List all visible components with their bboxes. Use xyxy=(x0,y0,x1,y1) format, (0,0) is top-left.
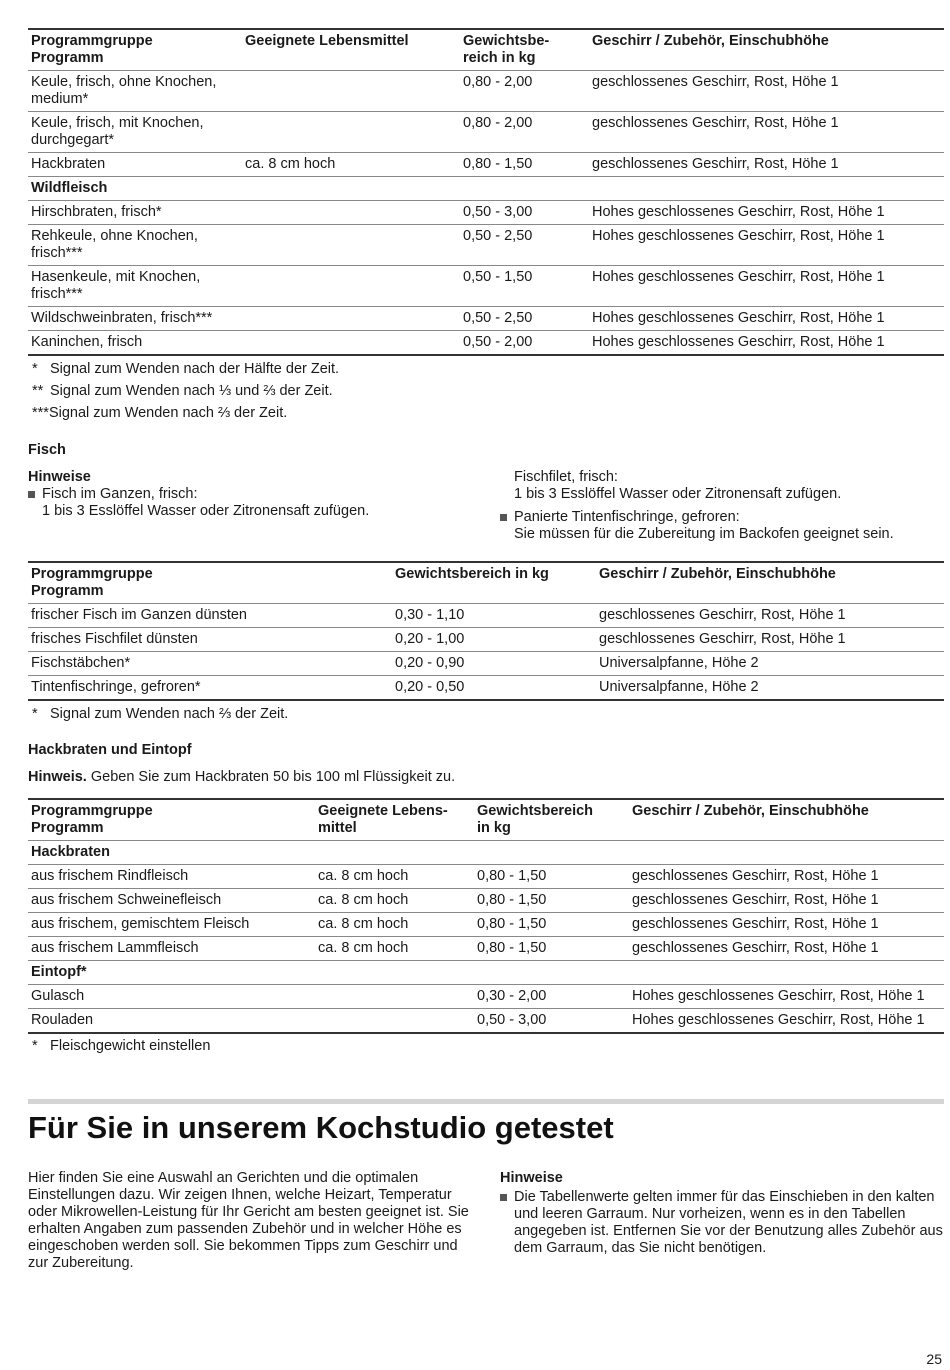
dish-cell: Hohes geschlossenes Geschirr, Rost, Höhe 1 xyxy=(592,269,885,285)
program-cell: Rouladen xyxy=(31,1012,94,1028)
table-row xyxy=(28,604,944,628)
food-cell xyxy=(242,112,460,153)
footnote-text: Signal zum Wenden nach der Hälfte der Zeit. xyxy=(50,361,340,377)
hackbraten-hint xyxy=(28,769,472,786)
program-cell: Tintenfischringe, gefroren* xyxy=(31,679,201,695)
footnote-text: Signal zum Wenden nach ⅔ der Zeit. xyxy=(50,706,289,722)
program-cell: Hackbraten xyxy=(31,156,106,172)
weight-cell: 0,80 - 1,50 xyxy=(463,156,533,172)
dish-cell: Hohes geschlossenes Geschirr, Rost, Höhe 1 xyxy=(592,334,885,350)
hints-title: Hinweise xyxy=(500,1170,563,1186)
table-row xyxy=(28,985,944,1009)
table-row xyxy=(28,913,944,937)
program-cell: aus frischem Rindfleisch xyxy=(31,868,189,884)
program-cell: frischer Fisch im Ganzen dünsten xyxy=(31,607,247,623)
dish-cell: Hohes geschlossenes Geschirr, Rost, Höhe 1 xyxy=(632,988,925,1004)
footnote-text: Signal zum Wenden nach ⅔ der Zeit. xyxy=(48,405,288,421)
weight-cell: 0,50 - 2,50 xyxy=(463,310,533,326)
weight-cell: 0,80 - 1,50 xyxy=(477,868,547,884)
program-cell: Keule, frisch, mit Knochen, durchgegart* xyxy=(31,115,204,148)
table-row xyxy=(28,937,944,961)
table-group-row xyxy=(28,177,944,201)
column-header: Geeignete Lebensmittel xyxy=(245,33,409,49)
fisch-hints xyxy=(28,469,944,553)
footnote-mark: * xyxy=(32,706,38,722)
weight-cell: 0,80 - 2,00 xyxy=(463,74,533,90)
table-row xyxy=(28,331,944,356)
table-row xyxy=(28,865,944,889)
table-row xyxy=(28,153,944,177)
food-cell: ca. 8 cm hoch xyxy=(318,868,409,884)
bullet-square-icon xyxy=(500,1194,507,1201)
table-row xyxy=(28,201,944,225)
intro-text: Hier finden Sie eine Auswahl an Gerichten und die optimalen Einstellungen dazu. Wir zeigen Ihnen, welche Heizart, Temperatur oder Mikrowellen-Leistung für Ihr Gericht am besten geeignet ist. Sie erhalten Angaben zum passenden Zubehör und in welcher Höhe es eingeschoben werden soll. Sie bekommen Tipps zum Geschirr und zur Zubereitung. xyxy=(28,1170,469,1271)
program-cell: frisches Fischfilet dünsten xyxy=(31,631,198,647)
footnote-text: Fleischgewicht einstellen xyxy=(50,1038,211,1054)
table-row xyxy=(28,652,944,676)
footnote-mark: *** xyxy=(32,405,49,421)
weight-cell: 0,80 - 1,50 xyxy=(477,892,547,908)
hint-text: 1 bis 3 Esslöffel Wasser oder Zitronensaft zufügen. xyxy=(514,486,842,502)
hints-title: Hinweise xyxy=(28,469,91,485)
table-header-row xyxy=(28,562,944,604)
group-label: Hackbraten xyxy=(31,844,110,860)
food-cell xyxy=(242,266,460,307)
column-header: Gewichtsbe- reich in kg xyxy=(463,33,550,66)
table-row xyxy=(28,889,944,913)
weight-cell: 0,80 - 1,50 xyxy=(477,916,547,932)
weight-cell: 0,50 - 1,50 xyxy=(463,269,533,285)
hint-bullet xyxy=(28,486,488,520)
food-cell xyxy=(242,201,460,225)
program-cell: Fischstäbchen* xyxy=(31,655,131,671)
table-row xyxy=(28,266,944,307)
footnote-mark: ** xyxy=(32,383,44,399)
dish-cell: geschlossenes Geschirr, Rost, Höhe 1 xyxy=(592,156,839,172)
column-header: Geschirr / Zubehör, Einschubhöhe xyxy=(632,803,869,819)
weight-cell: 0,50 - 2,50 xyxy=(463,228,533,244)
program-cell: Wildschweinbraten, frisch*** xyxy=(31,310,213,326)
footnote xyxy=(28,380,944,402)
hint-text: Geben Sie zum Hackbraten 50 bis 100 ml Flüssigkeit zu. xyxy=(86,769,456,785)
dish-cell: geschlossenes Geschirr, Rost, Höhe 1 xyxy=(592,115,839,131)
weight-cell: 0,80 - 1,50 xyxy=(477,940,547,956)
table-row xyxy=(28,307,944,331)
hint-text: 1 bis 3 Esslöffel Wasser oder Zitronensaft zufügen. xyxy=(42,503,370,519)
dish-cell: Universalpfanne, Höhe 2 xyxy=(599,655,759,671)
program-cell: Hirschbraten, frisch* xyxy=(31,204,162,220)
hint-bullet xyxy=(500,1189,944,1257)
weight-cell: 0,30 - 1,10 xyxy=(395,607,465,623)
dish-cell: Hohes geschlossenes Geschirr, Rost, Höhe 1 xyxy=(632,1012,925,1028)
table-row xyxy=(28,225,944,266)
table-row xyxy=(28,112,944,153)
table1-footnotes xyxy=(28,358,944,424)
food-cell: ca. 8 cm hoch xyxy=(318,892,409,908)
footnote-mark: * xyxy=(32,1038,38,1054)
table-row xyxy=(28,676,944,701)
hint-bullet xyxy=(500,509,944,543)
weight-cell: 0,30 - 2,00 xyxy=(477,988,547,1004)
dish-cell: Hohes geschlossenes Geschirr, Rost, Höhe 1 xyxy=(592,204,885,220)
dish-cell: geschlossenes Geschirr, Rost, Höhe 1 xyxy=(599,631,846,647)
meat-table xyxy=(28,28,944,356)
table-row xyxy=(28,628,944,652)
program-cell: aus frischem Schweinefleisch xyxy=(31,892,222,908)
dish-cell: geschlossenes Geschirr, Rost, Höhe 1 xyxy=(632,892,879,908)
weight-cell: 0,20 - 0,90 xyxy=(395,655,465,671)
dish-cell: geschlossenes Geschirr, Rost, Höhe 1 xyxy=(599,607,846,623)
dish-cell: Universalpfanne, Höhe 2 xyxy=(599,679,759,695)
hint-label: Hinweis. xyxy=(28,769,87,785)
food-cell: ca. 8 cm hoch xyxy=(245,156,336,172)
hackbraten-table xyxy=(28,798,944,1034)
food-cell: ca. 8 cm hoch xyxy=(318,916,409,932)
fish-table xyxy=(28,561,944,701)
bullet-square-icon xyxy=(500,514,507,521)
dish-cell: geschlossenes Geschirr, Rost, Höhe 1 xyxy=(592,74,839,90)
column-header: Gewichtsbereich in kg xyxy=(477,803,594,836)
dish-cell: geschlossenes Geschirr, Rost, Höhe 1 xyxy=(632,940,879,956)
footnote xyxy=(28,1035,944,1057)
weight-cell: 0,50 - 3,00 xyxy=(463,204,533,220)
kochstudio-section xyxy=(28,1099,944,1146)
footnote-mark: * xyxy=(32,361,38,377)
hint-text: Die Tabellenwerte gelten immer für das Einschieben in den kalten und leeren Garraum. Nur vorheizen, wenn es in den Tabellen angegeben ist. Entfernen Sie vor der Benutzung alles Zubehör aus dem Garraum, das Sie nicht benötigen. xyxy=(514,1189,943,1256)
program-cell: aus frischem, gemischtem Fleisch xyxy=(31,916,250,932)
food-cell: ca. 8 cm hoch xyxy=(318,940,409,956)
hint-text: Sie müssen für die Zubereitung im Backofen geeignet sein. xyxy=(514,526,894,542)
program-cell: Gulasch xyxy=(31,988,85,1004)
table-group-row xyxy=(28,841,944,865)
table-row xyxy=(28,71,944,112)
footnote-text: Signal zum Wenden nach ⅓ und ⅔ der Zeit. xyxy=(50,383,333,399)
column-header: Geschirr / Zubehör, Einschubhöhe xyxy=(599,566,836,582)
program-cell: Kaninchen, frisch xyxy=(31,334,143,350)
food-cell xyxy=(242,225,460,266)
table-header-row xyxy=(28,29,944,71)
column-header: Geeignete Lebens- mittel xyxy=(318,803,448,836)
group-label: Wildfleisch xyxy=(31,180,108,196)
column-header: Gewichtsbereich in kg xyxy=(395,566,549,582)
program-cell: Keule, frisch, ohne Knochen, medium* xyxy=(31,74,217,107)
hint-text: Fischfilet, frisch: xyxy=(514,469,618,485)
column-header: Geschirr / Zubehör, Einschubhöhe xyxy=(592,33,829,49)
hint-text: Panierte Tintenfischringe, gefroren: xyxy=(514,509,740,525)
bullet-square-icon xyxy=(28,491,35,498)
group-label: Eintopf* xyxy=(31,964,87,980)
food-cell xyxy=(242,331,460,356)
food-cell xyxy=(242,307,460,331)
weight-cell: 0,80 - 2,00 xyxy=(463,115,533,131)
footnote xyxy=(28,402,944,424)
program-cell: aus frischem Lammfleisch xyxy=(31,940,199,956)
kochstudio-body xyxy=(28,1170,944,1280)
footnote xyxy=(28,703,944,725)
column-header: Programmgruppe Programm xyxy=(31,803,153,836)
section-title-fisch: Fisch xyxy=(28,442,66,458)
weight-cell: 0,50 - 3,00 xyxy=(477,1012,547,1028)
table-row xyxy=(28,1009,944,1034)
dish-cell: Hohes geschlossenes Geschirr, Rost, Höhe 1 xyxy=(592,310,885,326)
weight-cell: 0,50 - 2,00 xyxy=(463,334,533,350)
weight-cell: 0,20 - 1,00 xyxy=(395,631,465,647)
table-header-row xyxy=(28,799,944,841)
table-group-row xyxy=(28,961,944,985)
food-cell xyxy=(242,71,460,112)
page-number: 25 xyxy=(926,1351,942,1367)
weight-cell: 0,20 - 0,50 xyxy=(395,679,465,695)
dish-cell: geschlossenes Geschirr, Rost, Höhe 1 xyxy=(632,868,879,884)
program-cell: Rehkeule, ohne Knochen, frisch*** xyxy=(31,228,198,261)
column-header: Programmgruppe Programm xyxy=(31,33,153,66)
program-cell: Hasenkeule, mit Knochen, frisch*** xyxy=(31,269,201,302)
column-header: Programmgruppe Programm xyxy=(31,566,153,599)
dish-cell: geschlossenes Geschirr, Rost, Höhe 1 xyxy=(632,916,879,932)
page-title: Für Sie in unserem Kochstudio getestet xyxy=(28,1110,614,1145)
footnote xyxy=(28,358,944,380)
dish-cell: Hohes geschlossenes Geschirr, Rost, Höhe 1 xyxy=(592,228,885,244)
section-title-hackbraten: Hackbraten und Eintopf xyxy=(28,742,192,758)
food-cell xyxy=(315,1009,474,1034)
hint-text: Fisch im Ganzen, frisch: xyxy=(42,486,198,502)
food-cell xyxy=(315,985,474,1009)
